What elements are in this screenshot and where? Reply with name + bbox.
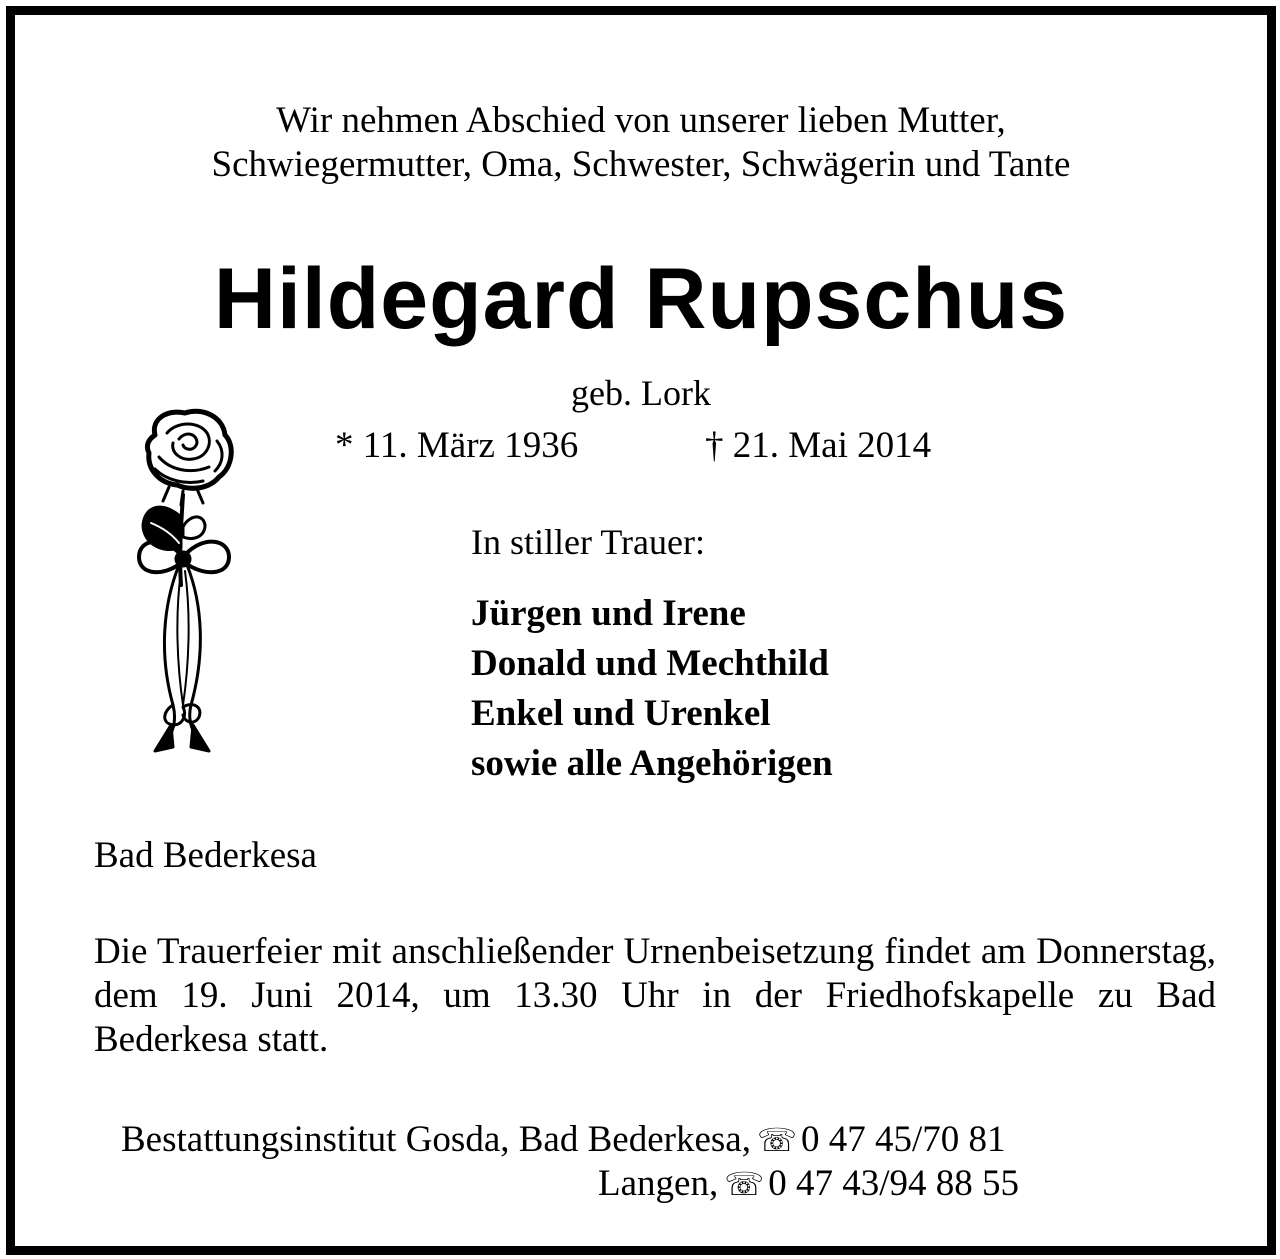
mourner-entry: Donald und Mechthild [471,643,829,684]
mourner-entry: Enkel und Urenkel [471,693,771,734]
telephone-icon: ☏ [756,1121,797,1159]
mourner-entry: Jürgen und Irene [471,593,746,634]
undertaker-line-1 [121,1117,1006,1163]
maiden-name: geb. Lork [571,373,711,413]
intro-text [15,99,1267,187]
mourners-label: In stiller Trauer: [471,522,705,562]
deceased-name: Hildegard Rupschus [213,251,1069,347]
undertaker-phone-2: 0 47 43/94 88 55 [768,1163,1019,1204]
rose-with-ribbon-icon [133,405,243,765]
intro-line-1: Wir nehmen Abschied von unserer lieben Mutter, [276,100,1006,141]
undertaker-branch: Langen, [598,1163,719,1204]
undertaker-line-2 [598,1161,1019,1207]
death-date: † 21. Mai 2014 [705,425,932,466]
intro-line-2: Schwiegermutter, Oma, Schwester, Schwägerin und Tante [211,144,1071,185]
place-name: Bad Bederkesa [94,835,317,876]
mourners-list [471,589,833,789]
mourner-entry: sowie alle Angehörigen [471,743,833,784]
obituary-notice [6,6,1276,1255]
telephone-icon: ☏ [724,1165,765,1203]
birth-date: * 11. März 1936 [335,425,579,466]
undertaker-phone-1: 0 47 45/70 81 [800,1119,1006,1160]
undertaker-name: Bestattungsinstitut Gosda, Bad Bederkesa, [121,1119,751,1160]
funeral-notice: Die Trauerfeier mit anschließender Urnenbeisetzung findet am Donnerstag, dem 19. Juni 2014, um 13.30 Uhr in der Friedhofskapelle zu Bad Bederkesa statt. [94,931,1216,1060]
